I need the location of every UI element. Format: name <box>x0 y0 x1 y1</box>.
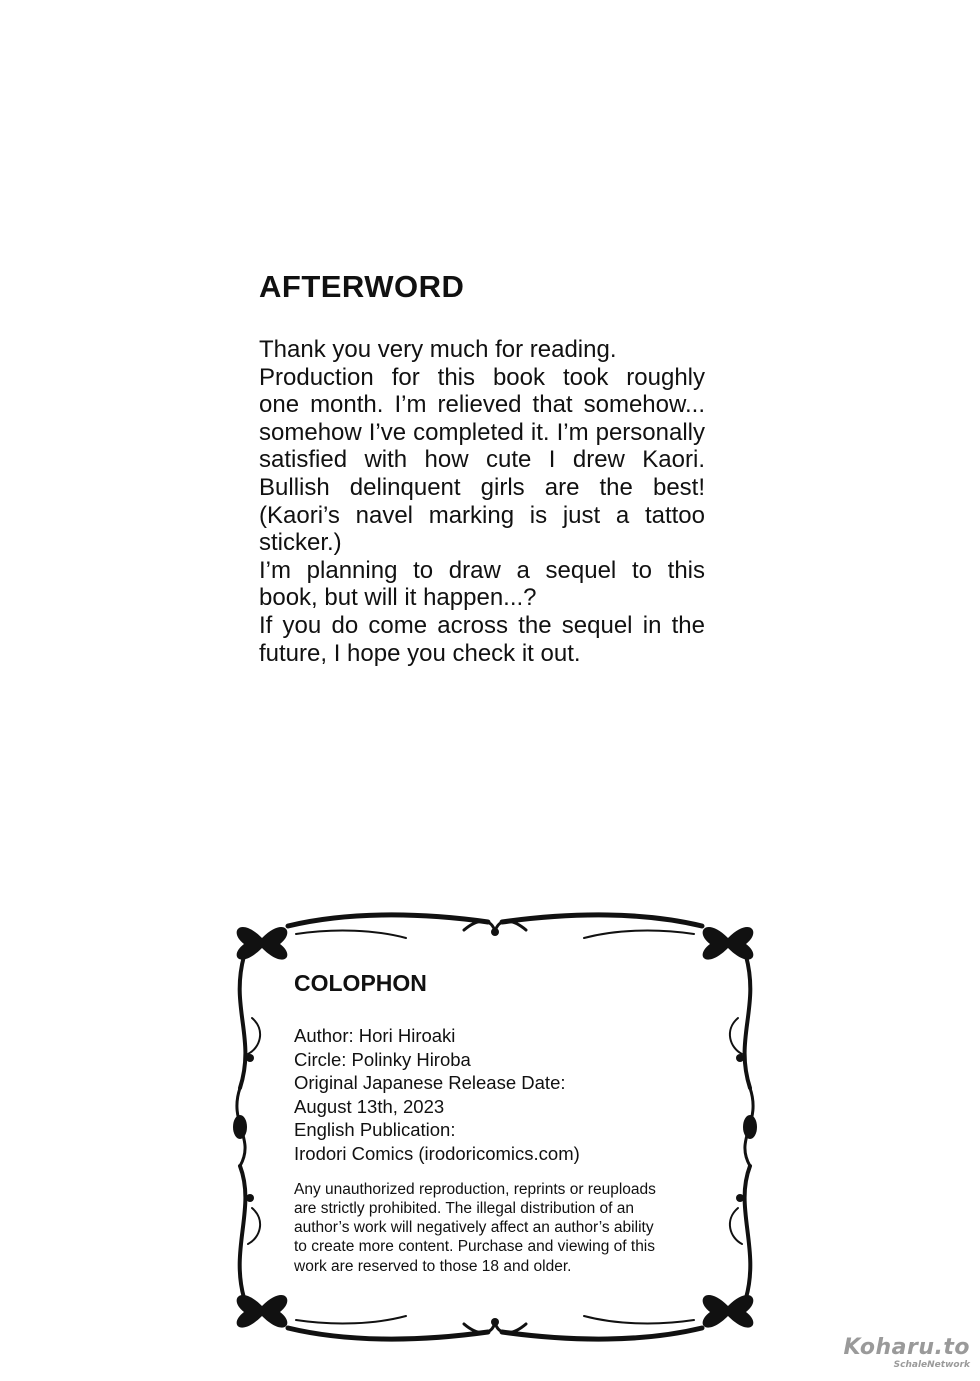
colophon-info-line: Circle: Polinky Hiroba <box>294 1048 471 1070</box>
afterword-line: satisfied with how cute I drew Kaori. <box>259 446 705 474</box>
afterword-line: sticker.) <box>259 529 342 557</box>
copyright-notice <box>294 1180 714 1276</box>
notice-line: to create more content. Purchase and viewing of this <box>294 1238 656 1256</box>
afterword-section <box>259 268 705 667</box>
afterword-line: Production for this book took roughly <box>259 363 705 391</box>
afterword-line: (Kaori’s navel marking is just a tattoo <box>259 501 705 529</box>
afterword-line: Thank you very much for reading. <box>259 336 617 363</box>
colophon-info-line: English Publication: <box>294 1119 456 1141</box>
notice-line: are strictly prohibited. The illegal distribution of an <box>294 1199 635 1217</box>
colophon-info-line: Irodori Comics (irodoricomics.com) <box>294 1142 580 1164</box>
watermark-brand: Koharu.to <box>843 1335 970 1360</box>
colophon-section <box>294 968 714 1276</box>
notice-line: work are reserved to those 18 and older. <box>294 1257 572 1275</box>
colophon-info-line: Original Japanese Release Date: <box>294 1072 566 1094</box>
colophon-info-line: Author: Hori Hiroaki <box>294 1025 456 1046</box>
watermark <box>835 1336 970 1370</box>
afterword-title: AFTERWORD <box>259 269 465 304</box>
afterword-line: somehow I’ve completed it. I’m personally <box>259 418 705 446</box>
afterword-line: future, I hope you check it out. <box>259 639 581 667</box>
watermark-sub: SchaleNetwork <box>893 1360 970 1370</box>
afterword-body <box>259 336 705 667</box>
afterword-line: Bullish delinquent girls are the best! <box>259 473 705 501</box>
afterword-line: one month. I’m relieved that somehow... <box>259 391 705 419</box>
afterword-line: If you do come across the sequel in the <box>259 611 705 639</box>
colophon-info-line: August 13th, 2023 <box>294 1095 445 1117</box>
colophon-title: COLOPHON <box>294 970 427 996</box>
afterword-line: book, but will it happen...? <box>259 584 537 612</box>
notice-line: Any unauthorized reproduction, reprints or reuploads <box>294 1180 656 1198</box>
notice-line: author’s work will negatively affect an author’s ability <box>294 1219 654 1237</box>
colophon-info <box>294 1024 714 1166</box>
afterword-line: I’m planning to draw a sequel to this <box>259 556 705 584</box>
